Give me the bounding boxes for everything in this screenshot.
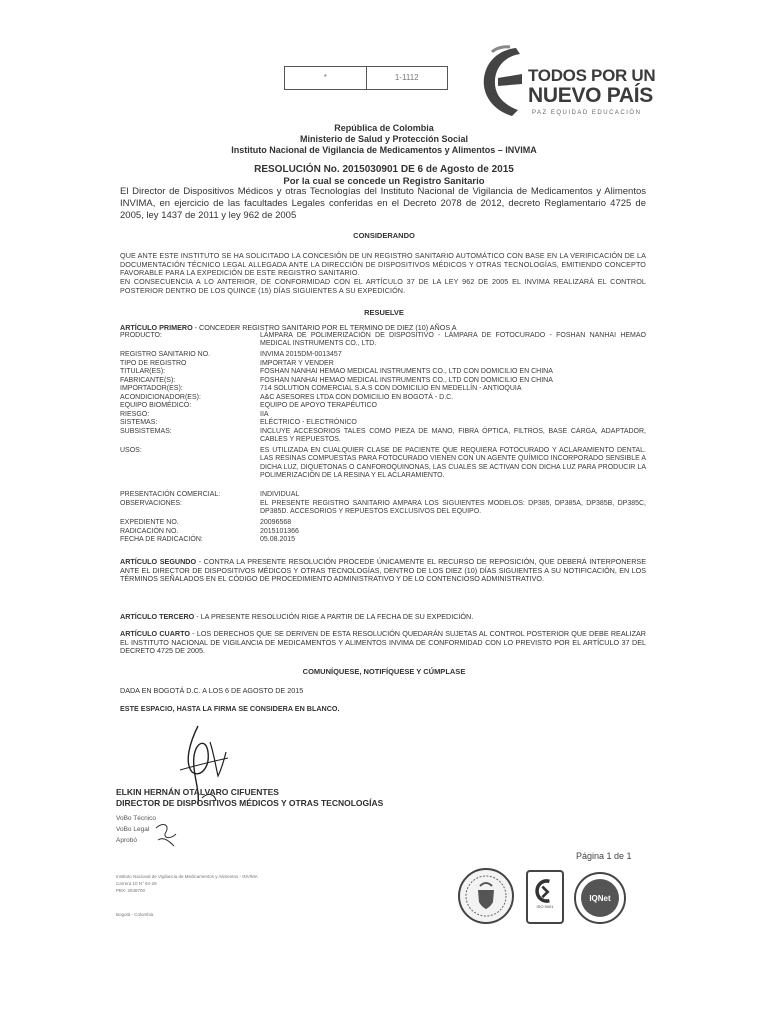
article-first-label: ARTÍCULO PRIMERO: [120, 323, 193, 332]
iso-certification-seal-icon: [526, 870, 564, 924]
resolution-title: RESOLUCIÓN No. 2015030901 DE 6 de Agosto de 2015: [254, 164, 514, 175]
article-second-text: - CONTRA LA PRESENTE RESOLUCIÓN PROCEDE ÚNICAMENTE EL RECURSO DE REPOSICIÓN, QUE DEBERÁ INTERPONERSE ANTE EL DIRECTOR DE DISPOSITIVOS MÉDICOS Y OTRAS TECNOLOGÍAS, DENTRO DE LOS DIEZ (10) DÍAS SIGUIENTES A SU NOTIFICACIÓN, EN LOS TÉRMINOS SEÑALADOS EN EL CÓDIGO DE PROCEDIMIENTO ADMINISTRATIVO Y DE LO CONTENCIOSO ADMINISTRATIVO.: [120, 557, 646, 583]
field-label: RADICACIÓN NO.: [120, 527, 179, 535]
field-label: USOS:: [120, 447, 142, 454]
given-date: DADA EN BOGOTÁ D.C. A LOS 6 DE AGOSTO DE 2015: [120, 686, 304, 695]
field-value: EL PRESENTE REGISTRO SANITARIO AMPARA LOS SIGUIENTES MODELOS: DP385, DP385A, DP385B, DP385C, DP385D. ACCESORIOS Y REPUESTOS EXCLUSIVOS DEL EQUIPO.: [260, 500, 646, 516]
considerando-heading: CONSIDERANDO: [353, 231, 415, 240]
article-fourth-label: ARTÍCULO CUARTO: [120, 629, 190, 638]
article-third-text: - LA PRESENTE RESOLUCIÓN RIGE A PARTIR DE LA FECHA DE SU EXPEDICIÓN.: [194, 612, 474, 621]
article-fourth: [120, 630, 646, 656]
field-value: LÁMPARA DE POLIMERIZACIÓN DE DISPOSITIVO - LÁMPARA DE FOTOCURADO - FOSHAN NANHAI HEMAO MEDICAL INSTRUMENTS CO., LTD.: [260, 332, 646, 348]
national-shield-seal-icon: [458, 868, 514, 924]
article-second: [120, 558, 646, 584]
footer-address: Carrera 10 N° 64-28: [116, 881, 157, 886]
header-republic: República de Colombia: [334, 123, 434, 133]
stamp-cell-left: *: [323, 73, 327, 82]
field-label: FECHA DE RADICACIÓN:: [120, 536, 203, 543]
field-label: SISTEMAS:: [120, 419, 158, 426]
field-value: ELÉCTRICO - ELECTRÓNICO: [260, 419, 357, 426]
field-label: FABRICANTE(S):: [120, 376, 176, 384]
field-value: IMPORTAR Y VENDER: [260, 359, 334, 367]
article-third-label: ARTÍCULO TERCERO: [120, 612, 195, 621]
iqnet-seal-label: IQNet: [589, 893, 611, 903]
signatory-title: DIRECTOR DE DISPOSITIVOS MÉDICOS Y OTRAS TECNOLOGÍAS: [116, 798, 384, 808]
resolution-subtitle: Por la cual se concede un Registro Sanitario: [283, 176, 485, 187]
filing-stamp-box: [284, 66, 448, 90]
resolution-intro: El Director de Dispositivos Médicos y otras Tecnologías del Instituto Nacional de Vigilancia de Medicamentos y Alimentos INVIMA, en ejercicio de las facultades Legales conferidas en el Decreto 2078 de 2012, decreto Reglamentario 4725 de 2005, ley 1437 de 2011 y ley 962 de 2005: [120, 186, 646, 221]
field-value: 05.08.2015: [260, 536, 296, 543]
field-label: OBSERVACIONES:: [120, 500, 182, 507]
closing-statement: COMUNÍQUESE, NOTIFÍQUESE Y CÚMPLASE: [302, 667, 466, 676]
logo-text-line2: NUEVO PAÍS: [528, 84, 653, 107]
field-label: EXPEDIENTE NO.: [120, 519, 179, 526]
field-label: PRESENTACIÓN COMERCIAL:: [120, 491, 221, 498]
field-value: FOSHAN NANHAI HEMAO MEDICAL INSTRUMENTS CO., LTD CON DOMICILIO EN CHINA: [260, 368, 553, 375]
field-label: RIESGO:: [120, 410, 150, 418]
field-value: INCLUYE ACCESORIOS TALES COMO PIEZA DE MANO, FIBRA ÓPTICA, FILTROS, BASE CARGA, ADAPTADOR, CABLES Y REPUESTOS.: [260, 428, 646, 444]
header-ministry: Ministerio de Salud y Protección Social: [299, 134, 469, 144]
footer-phone: PBX: 2948700: [116, 888, 146, 893]
logo-tagline: PAZ EQUIDAD EDUCACIÓN: [532, 110, 642, 116]
field-label: REGISTRO SANITARIO NO.: [120, 351, 211, 358]
article-first-text: - CONCEDER REGISTRO SANITARIO POR EL TERMINO DE DIEZ (10) AÑOS A: [192, 323, 457, 332]
field-value: 2015101366: [260, 527, 299, 535]
header-institute: Instituto Nacional de Vigilancia de Medicamentos y Alimentos – INVIMA: [231, 145, 537, 155]
field-value: INVIMA 2015DM-0013457: [260, 351, 342, 358]
vobo-legal: VoBo Legal: [116, 826, 150, 833]
field-label: SUBSISTEMAS:: [120, 428, 172, 435]
field-value: IIA: [260, 410, 269, 418]
considerando-paragraph-1: QUE ANTE ESTE INSTITUTO SE HA SOLICITADO LA CONCESIÓN DE UN REGISTRO SANITARIO AUTOMÁTICO CON BASE EN LA VERIFICACIÓN DE LA DOCUMENTACIÓN TÉCNICO LEGAL ALLEGADA ANTE LA DIRECCIÓN DE DISPOSITIVOS MÉDICOS Y OTRAS TECNOLOGÍAS, EMITIENDO CONCEPTO FAVORABLE PARA LA EXPEDICIÓN DE ESTE REGISTRO SANITARIO.: [120, 251, 646, 277]
field-label: IMPORTADOR(ES):: [120, 385, 183, 392]
initials-scribble-icon: [152, 818, 182, 848]
field-label: PRODUCTO:: [120, 332, 162, 339]
field-label: EQUIPO BIOMÉDICO:: [120, 402, 192, 409]
field-value: 714 SOLUTION COMERCIAL S.A.S CON DOMICILIO EN MEDELLÍN - ANTIOQUIA: [260, 385, 522, 392]
blank-space-note: ESTE ESPACIO, HASTA LA FIRMA SE CONSIDERA EN BLANCO.: [120, 704, 340, 713]
field-value: 20096568: [260, 519, 292, 526]
field-label: ACONDICIONADOR(ES):: [120, 393, 201, 401]
field-value: A&C ASESORES LTDA CON DOMICILIO EN BOGOTÁ - D.C.: [260, 393, 454, 401]
footer-city: Bogotá - Colombia: [116, 912, 154, 917]
article-fourth-text: - LOS DERECHOS QUE SE DERIVEN DE ESTA RESOLUCIÓN QUEDARÁN SUJETAS AL CONTROL POSTERIOR QUE DEBE REALIZAR EL INSTITUTO NACIONAL DE VIGILANCIA DE MEDICAMENTOS Y ALIMENTOS INVIMA DE CONFORMIDAD CON LO PREVISTO POR EL ARTÍCULO 37 DEL DECRETO 4725 DE 2005.: [120, 629, 646, 655]
considerando-paragraph-2: EN CONSECUENCIA A LO ANTERIOR, DE CONFORMIDAD CON EL ARTÍCULO 37 DE LA LEY 962 DE 2005 EL INVIMA REALIZARÁ EL CONTROL POSTERIOR DENTRO DE LOS QUINCE (15) DÍAS SIGUIENTES A SU EXPEDICIÓN.: [120, 277, 646, 295]
field-value: EQUIPO DE APOYO TERAPÉUTICO: [260, 402, 377, 409]
stamp-cell-right: 1-1112: [366, 67, 448, 89]
field-value: ES UTILIZADA EN CUALQUIER CLASE DE PACIENTE QUE REQUIERA FOTOCURADO Y ACLARAMIENTO DENTAL. LAS RESINAS COMPUESTAS PARA FOTOCURADO VIENEN CON UN AGENTE QUÍMICO INCORPORADO SENSIBLE A DICHA LUZ, DIQUETONAS O CANFOROQUINONAS, LAS CUALES SE ACTIVAN CON DICHA LUZ PARA PRODUCIR LA POLIMERIZACIÓN DE LA RESINA Y EL ACLARAMIENTO.: [260, 447, 646, 479]
footer-institute: Instituto Nacional de Vigilancia de Medicamentos y Alimentos - INVIMA: [116, 874, 258, 879]
iso-seal-label: ISO 9001: [536, 904, 554, 909]
nuevo-pais-logo-icon: [478, 44, 524, 120]
aprobo: Aprobó: [116, 837, 137, 844]
field-value: FOSHAN NANHAI HEMAO MEDICAL INSTRUMENTS CO., LTD CON DOMICILIO EN CHINA: [260, 376, 553, 384]
page-number: Página 1 de 1: [576, 851, 632, 861]
article-third: [120, 613, 646, 622]
vobo-tecnico: VoBo Técnico: [116, 815, 156, 822]
article-second-label: ARTÍCULO SEGUNDO: [120, 557, 197, 566]
logo-text-line1: TODOS POR UN: [528, 66, 656, 85]
field-label: TIPO DE REGISTRO: [120, 359, 187, 367]
signatory-name: ELKIN HERNÁN OTALVARO CIFUENTES: [116, 787, 279, 797]
resuelve-heading: RESUELVE: [364, 308, 404, 317]
field-value: INDIVIDUAL: [260, 491, 300, 498]
field-label: TITULAR(ES):: [120, 368, 166, 375]
iqnet-certification-seal-icon: [574, 872, 626, 924]
